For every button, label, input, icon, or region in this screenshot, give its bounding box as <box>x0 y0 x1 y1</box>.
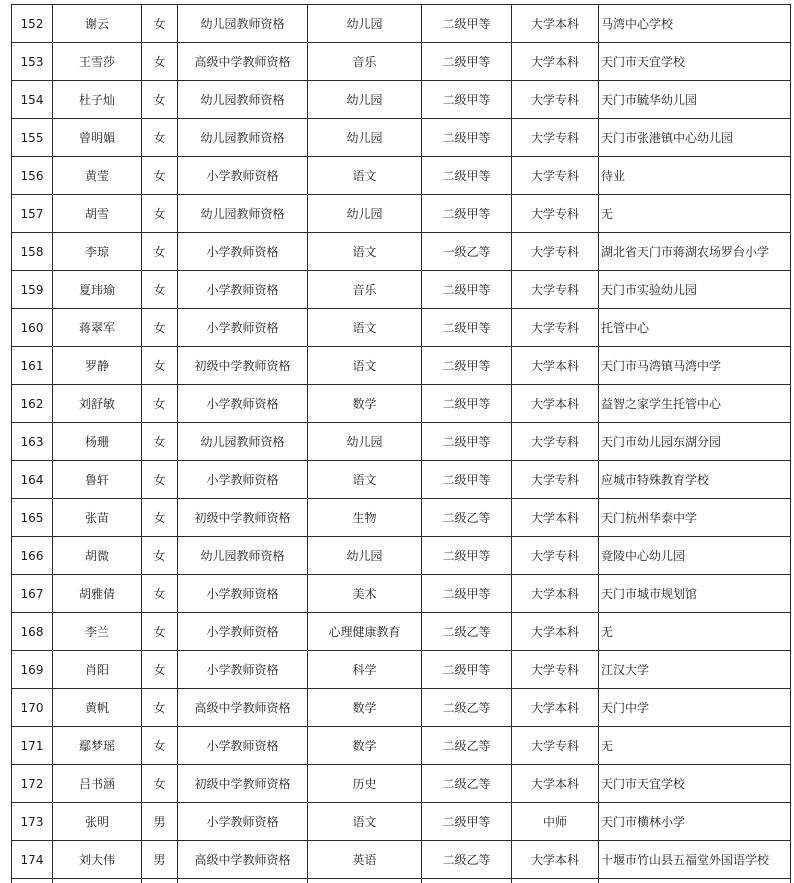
table-row <box>12 727 791 765</box>
name-cell: 黄帆 <box>53 689 142 727</box>
certificate-type-cell <box>178 879 308 883</box>
subject-cell: 语文 <box>308 803 422 841</box>
subject-cell: 生物 <box>308 499 422 537</box>
mandarin-level-cell: 二级乙等 <box>422 765 512 803</box>
table-row <box>12 879 791 883</box>
mandarin-level-cell: 一级乙等 <box>422 233 512 271</box>
row-number-cell: 174 <box>12 841 53 879</box>
subject-cell: 英语 <box>308 841 422 879</box>
gender-cell: 女 <box>142 347 178 385</box>
certificate-type-cell: 小学教师资格 <box>178 271 308 309</box>
row-number-cell: 168 <box>12 613 53 651</box>
row-number-cell: 169 <box>12 651 53 689</box>
mandarin-level-cell: 二级乙等 <box>422 499 512 537</box>
workplace-cell: 竟陵中心幼儿园 <box>599 537 791 575</box>
table-row <box>12 157 791 195</box>
table-row <box>12 461 791 499</box>
table-row <box>12 195 791 233</box>
gender-cell: 女 <box>142 195 178 233</box>
name-cell: 杨珊 <box>53 423 142 461</box>
workplace-cell: 江汉大学 <box>599 651 791 689</box>
table-row <box>12 651 791 689</box>
workplace-cell: 无 <box>599 613 791 651</box>
mandarin-level-cell: 二级甲等 <box>422 575 512 613</box>
education-cell: 大学专科 <box>512 233 599 271</box>
workplace-cell: 托管中心 <box>599 309 791 347</box>
row-number-cell: 156 <box>12 157 53 195</box>
education-cell: 大学专科 <box>512 309 599 347</box>
mandarin-level-cell: 二级乙等 <box>422 841 512 879</box>
mandarin-level-cell: 二级甲等 <box>422 651 512 689</box>
certificate-type-cell: 幼儿园教师资格 <box>178 423 308 461</box>
workplace-cell: 天门中学 <box>599 689 791 727</box>
name-cell: 王雪莎 <box>53 43 142 81</box>
gender-cell: 女 <box>142 81 178 119</box>
name-cell: 李琼 <box>53 233 142 271</box>
education-cell: 中师 <box>512 803 599 841</box>
workplace-cell: 天门市实验幼儿园 <box>599 271 791 309</box>
name-cell <box>53 879 142 883</box>
row-number-cell: 172 <box>12 765 53 803</box>
certificate-type-cell: 小学教师资格 <box>178 727 308 765</box>
subject-cell: 数学 <box>308 385 422 423</box>
gender-cell: 女 <box>142 689 178 727</box>
gender-cell: 女 <box>142 575 178 613</box>
education-cell: 大学专科 <box>512 195 599 233</box>
gender-cell: 女 <box>142 461 178 499</box>
row-number-cell: 154 <box>12 81 53 119</box>
workplace-cell: 天门杭州华泰中学 <box>599 499 791 537</box>
row-number-cell: 166 <box>12 537 53 575</box>
certificate-type-cell: 小学教师资格 <box>178 461 308 499</box>
education-cell: 大学专科 <box>512 81 599 119</box>
certificate-type-cell: 小学教师资格 <box>178 651 308 689</box>
teacher-roster-table <box>11 4 791 883</box>
mandarin-level-cell: 二级甲等 <box>422 5 512 43</box>
certificate-type-cell: 幼儿园教师资格 <box>178 537 308 575</box>
education-cell: 大学专科 <box>512 271 599 309</box>
row-number-cell: 164 <box>12 461 53 499</box>
workplace-cell: 十堰市竹山县五福堂外国语学校 <box>599 841 791 879</box>
gender-cell: 女 <box>142 651 178 689</box>
certificate-type-cell: 小学教师资格 <box>178 575 308 613</box>
gender-cell: 女 <box>142 499 178 537</box>
gender-cell: 女 <box>142 119 178 157</box>
subject-cell: 幼儿园 <box>308 119 422 157</box>
workplace-cell: 天门市马湾镇马湾中学 <box>599 347 791 385</box>
gender-cell: 女 <box>142 43 178 81</box>
table-row <box>12 613 791 651</box>
row-number-cell: 162 <box>12 385 53 423</box>
workplace-cell: 天门市天宜学校 <box>599 43 791 81</box>
certificate-type-cell: 小学教师资格 <box>178 309 308 347</box>
subject-cell: 美术 <box>308 575 422 613</box>
education-cell: 大学本科 <box>512 5 599 43</box>
education-cell: 大学本科 <box>512 43 599 81</box>
workplace-cell: 马湾中心学校 <box>599 5 791 43</box>
education-cell: 大学本科 <box>512 575 599 613</box>
workplace-cell: 天门市毓华幼儿园 <box>599 81 791 119</box>
mandarin-level-cell: 二级乙等 <box>422 613 512 651</box>
education-cell: 大学本科 <box>512 689 599 727</box>
mandarin-level-cell <box>422 879 512 883</box>
row-number-cell: 163 <box>12 423 53 461</box>
subject-cell: 语文 <box>308 347 422 385</box>
subject-cell: 幼儿园 <box>308 537 422 575</box>
workplace-cell: 天门市张港镇中心幼儿园 <box>599 119 791 157</box>
table-row <box>12 119 791 157</box>
education-cell: 大学本科 <box>512 385 599 423</box>
subject-cell: 语文 <box>308 461 422 499</box>
certificate-type-cell: 幼儿园教师资格 <box>178 81 308 119</box>
table-row <box>12 271 791 309</box>
name-cell: 刘舒敏 <box>53 385 142 423</box>
certificate-type-cell: 高级中学教师资格 <box>178 689 308 727</box>
gender-cell: 女 <box>142 537 178 575</box>
table-row <box>12 5 791 43</box>
row-number-cell: 170 <box>12 689 53 727</box>
mandarin-level-cell: 二级甲等 <box>422 43 512 81</box>
gender-cell: 女 <box>142 765 178 803</box>
certificate-type-cell: 初级中学教师资格 <box>178 347 308 385</box>
table-row <box>12 841 791 879</box>
subject-cell: 历史 <box>308 765 422 803</box>
row-number-cell: 152 <box>12 5 53 43</box>
subject-cell: 数学 <box>308 689 422 727</box>
mandarin-level-cell: 二级乙等 <box>422 689 512 727</box>
subject-cell: 幼儿园 <box>308 195 422 233</box>
row-number-cell: 171 <box>12 727 53 765</box>
education-cell: 大学专科 <box>512 537 599 575</box>
name-cell: 胡雅倩 <box>53 575 142 613</box>
subject-cell: 语文 <box>308 309 422 347</box>
gender-cell: 女 <box>142 385 178 423</box>
row-number-cell: 173 <box>12 803 53 841</box>
education-cell: 大学本科 <box>512 499 599 537</box>
name-cell: 胡微 <box>53 537 142 575</box>
workplace-cell: 益智之家学生托管中心 <box>599 385 791 423</box>
mandarin-level-cell: 二级甲等 <box>422 423 512 461</box>
name-cell: 张苗 <box>53 499 142 537</box>
education-cell: 大学专科 <box>512 157 599 195</box>
gender-cell: 女 <box>142 271 178 309</box>
mandarin-level-cell: 二级甲等 <box>422 81 512 119</box>
gender-cell: 女 <box>142 727 178 765</box>
gender-cell: 女 <box>142 613 178 651</box>
row-number-cell: 155 <box>12 119 53 157</box>
workplace-cell: 天门市天宜学校 <box>599 765 791 803</box>
row-number-cell: 160 <box>12 309 53 347</box>
mandarin-level-cell: 二级甲等 <box>422 803 512 841</box>
workplace-cell: 天门市横林小学 <box>599 803 791 841</box>
name-cell: 谢云 <box>53 5 142 43</box>
table-row <box>12 81 791 119</box>
workplace-cell: 无 <box>599 727 791 765</box>
subject-cell: 心理健康教育 <box>308 613 422 651</box>
mandarin-level-cell: 二级甲等 <box>422 461 512 499</box>
subject-cell: 幼儿园 <box>308 5 422 43</box>
certificate-type-cell: 小学教师资格 <box>178 385 308 423</box>
table-row <box>12 385 791 423</box>
name-cell: 蒋翠军 <box>53 309 142 347</box>
subject-cell: 语文 <box>308 157 422 195</box>
certificate-type-cell: 初级中学教师资格 <box>178 765 308 803</box>
table-row <box>12 689 791 727</box>
mandarin-level-cell: 二级甲等 <box>422 385 512 423</box>
mandarin-level-cell: 二级甲等 <box>422 271 512 309</box>
row-number-cell: 167 <box>12 575 53 613</box>
workplace-cell: 无 <box>599 195 791 233</box>
name-cell: 黄莹 <box>53 157 142 195</box>
name-cell: 李兰 <box>53 613 142 651</box>
mandarin-level-cell: 二级甲等 <box>422 119 512 157</box>
name-cell: 鄢梦瑶 <box>53 727 142 765</box>
certificate-type-cell: 初级中学教师资格 <box>178 499 308 537</box>
mandarin-level-cell: 二级甲等 <box>422 537 512 575</box>
mandarin-level-cell: 二级甲等 <box>422 347 512 385</box>
gender-cell: 女 <box>142 5 178 43</box>
education-cell <box>512 879 599 883</box>
education-cell: 大学专科 <box>512 423 599 461</box>
gender-cell: 男 <box>142 841 178 879</box>
subject-cell: 幼儿园 <box>308 423 422 461</box>
certificate-type-cell: 幼儿园教师资格 <box>178 195 308 233</box>
workplace-cell: 天门市城市规划馆 <box>599 575 791 613</box>
table-row <box>12 309 791 347</box>
table-row <box>12 233 791 271</box>
subject-cell: 音乐 <box>308 271 422 309</box>
education-cell: 大学本科 <box>512 765 599 803</box>
subject-cell: 科学 <box>308 651 422 689</box>
education-cell: 大学专科 <box>512 461 599 499</box>
name-cell: 张明 <box>53 803 142 841</box>
certificate-type-cell: 高级中学教师资格 <box>178 43 308 81</box>
gender-cell: 女 <box>142 233 178 271</box>
education-cell: 大学本科 <box>512 613 599 651</box>
gender-cell: 女 <box>142 423 178 461</box>
workplace-cell: 待业 <box>599 157 791 195</box>
certificate-type-cell: 幼儿园教师资格 <box>178 5 308 43</box>
row-number-cell: 159 <box>12 271 53 309</box>
row-number-cell: 153 <box>12 43 53 81</box>
certificate-type-cell: 小学教师资格 <box>178 157 308 195</box>
certificate-type-cell: 小学教师资格 <box>178 233 308 271</box>
gender-cell: 女 <box>142 309 178 347</box>
roster-body <box>12 5 791 883</box>
table-row <box>12 575 791 613</box>
subject-cell: 音乐 <box>308 43 422 81</box>
table-row <box>12 803 791 841</box>
table-row <box>12 537 791 575</box>
table-row <box>12 43 791 81</box>
certificate-type-cell: 高级中学教师资格 <box>178 841 308 879</box>
row-number-cell: 157 <box>12 195 53 233</box>
subject-cell: 语文 <box>308 233 422 271</box>
mandarin-level-cell: 二级甲等 <box>422 157 512 195</box>
education-cell: 大学专科 <box>512 651 599 689</box>
name-cell: 曾明媚 <box>53 119 142 157</box>
table-row <box>12 765 791 803</box>
certificate-type-cell: 小学教师资格 <box>178 803 308 841</box>
name-cell: 胡雪 <box>53 195 142 233</box>
row-number-cell: 161 <box>12 347 53 385</box>
subject-cell <box>308 879 422 883</box>
workplace-cell <box>599 879 791 883</box>
certificate-type-cell: 幼儿园教师资格 <box>178 119 308 157</box>
row-number-cell: 158 <box>12 233 53 271</box>
subject-cell: 幼儿园 <box>308 81 422 119</box>
mandarin-level-cell: 二级甲等 <box>422 195 512 233</box>
certificate-type-cell: 小学教师资格 <box>178 613 308 651</box>
name-cell: 夏玮瑜 <box>53 271 142 309</box>
mandarin-level-cell: 二级乙等 <box>422 727 512 765</box>
education-cell: 大学本科 <box>512 841 599 879</box>
name-cell: 吕书涵 <box>53 765 142 803</box>
row-number-cell <box>12 879 53 883</box>
row-number-cell: 165 <box>12 499 53 537</box>
table-row <box>12 347 791 385</box>
workplace-cell: 天门市幼儿园东湖分园 <box>599 423 791 461</box>
name-cell: 肖阳 <box>53 651 142 689</box>
name-cell: 罗静 <box>53 347 142 385</box>
education-cell: 大学专科 <box>512 727 599 765</box>
workplace-cell: 湖北省天门市蒋湖农场罗台小学 <box>599 233 791 271</box>
gender-cell <box>142 879 178 883</box>
education-cell: 大学本科 <box>512 347 599 385</box>
mandarin-level-cell: 二级甲等 <box>422 309 512 347</box>
gender-cell: 男 <box>142 803 178 841</box>
gender-cell: 女 <box>142 157 178 195</box>
name-cell: 刘大伟 <box>53 841 142 879</box>
table-row <box>12 423 791 461</box>
education-cell: 大学专科 <box>512 119 599 157</box>
name-cell: 鲁轩 <box>53 461 142 499</box>
table-row <box>12 499 791 537</box>
workplace-cell: 应城市特殊教育学校 <box>599 461 791 499</box>
subject-cell: 数学 <box>308 727 422 765</box>
name-cell: 杜子灿 <box>53 81 142 119</box>
